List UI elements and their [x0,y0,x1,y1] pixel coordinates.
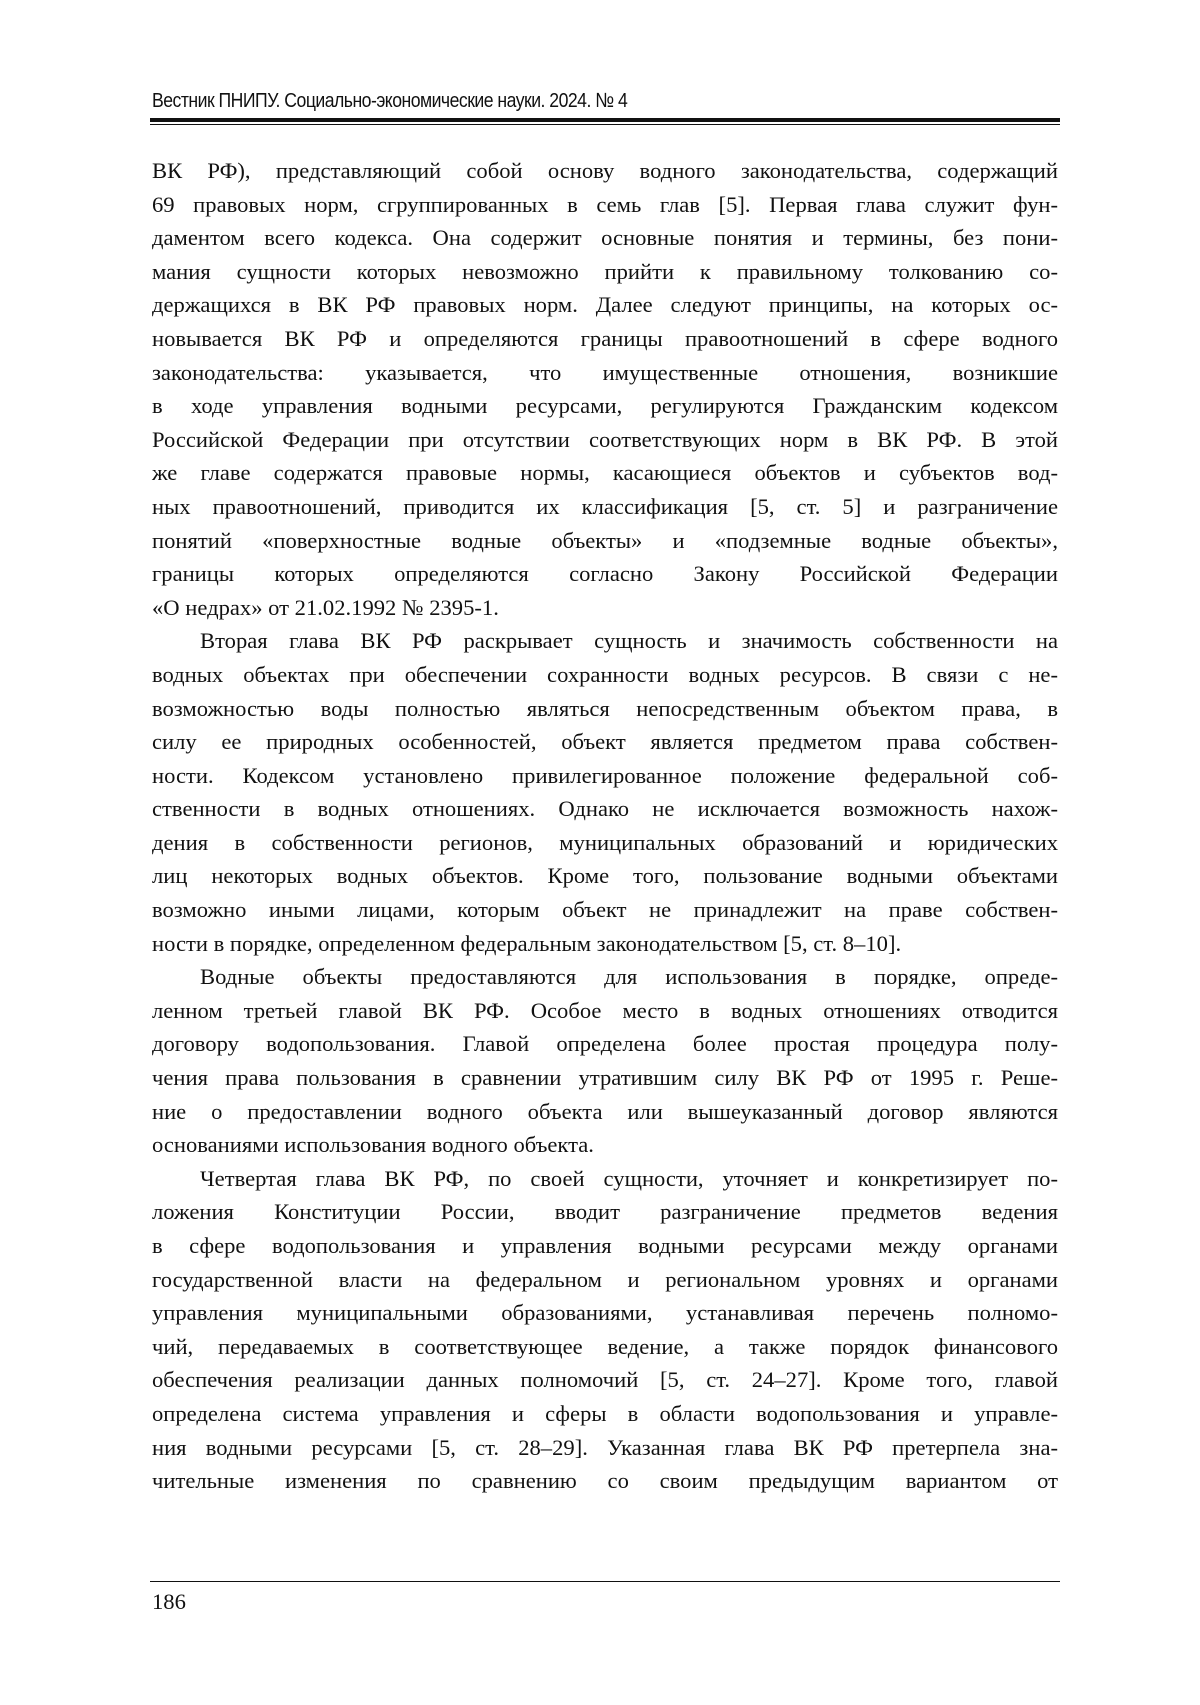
text-line: ственности в водных отношениях. Однако не исключается возможность нахож- [152,796,1058,822]
text-line: чий, передаваемых в соответствующее ведение, а также порядок финансового [152,1333,1058,1359]
text-line: понятий «поверхностные водные объекты» и «подземные водные объекты», [152,527,1058,553]
text-line: ности. Кодексом установлено привилегированное положение федеральной соб- [152,762,1058,788]
paragraph-4 [152,1162,1058,1498]
text-line: мания сущности которых невозможно прийти к правильному толкованию со- [152,258,1058,284]
text-line: основаниями использования водного объекта. [152,1132,594,1158]
text-line: Водные объекты предоставляются для использования в порядке, опреде- [200,964,1058,990]
text-line: новывается ВК РФ и определяются границы правоотношений в сфере водного [152,325,1058,351]
header-rule-thick [150,118,1060,122]
text-line: ности в порядке, определенном федеральным законодательством [5, ст. 8–10]. [152,930,902,956]
text-line: в ходе управления водными ресурсами, регулируются Гражданским кодексом [152,393,1058,419]
text-line: государственной власти на федеральном и региональном уровнях и органами [152,1266,1058,1292]
text-line: ния водными ресурсами [5, ст. 28–29]. Указанная глава ВК РФ претерпела зна- [152,1434,1058,1460]
header-rule-thin [150,124,1060,125]
text-line: законодательства: указывается, что имущественные отношения, возникшие [152,359,1058,385]
text-line: водных объектах при обеспечении сохранности водных ресурсов. В связи с не- [152,661,1058,687]
text-line: возможно иными лицами, которым объект не принадлежит на праве собствен- [152,897,1058,923]
body-text [152,154,1058,1498]
text-line: ние о предоставлении водного объекта или вышеуказанный договор являются [152,1098,1058,1124]
paragraph-2 [152,624,1058,960]
text-line: обеспечения реализации данных полномочий [5, ст. 24–27]. Кроме того, главой [152,1367,1058,1393]
text-line: силу ее природных особенностей, объект является предметом права собствен- [152,729,1058,755]
text-line: определена система управления и сферы в области водопользования и управле- [152,1400,1058,1426]
text-line: договору водопользования. Главой определена более простая процедура полу- [152,1031,1058,1057]
footer-rule [150,1581,1060,1582]
text-line: даментом всего кодекса. Она содержит основные понятия и термины, без пони- [152,225,1058,251]
page-number: 186 [152,1589,186,1614]
text-line: возможностью воды полностью являться непосредственным объектом права, в [152,695,1058,721]
text-line: «О недрах» от 21.02.1992 № 2395-1. [152,594,499,620]
text-line: Вторая глава ВК РФ раскрывает сущность и значимость собственности на [200,628,1058,654]
text-line: держащихся в ВК РФ правовых норм. Далее следуют принципы, на которых ос- [152,292,1058,318]
text-line: дения в собственности регионов, муниципальных образований и юридических [152,829,1058,855]
text-line: ных правоотношений, приводится их классификация [5, ст. 5] и разграничение [152,493,1058,519]
paragraph-3 [152,960,1058,1162]
running-head: Вестник ПНИПУ. Социально-экономические науки. 2024. № 4 [152,89,628,112]
text-line: ложения Конституции России, вводит разграничение предметов ведения [152,1199,1058,1225]
paragraph-1 [152,154,1058,624]
text-line: границы которых определяются согласно Закону Российской Федерации [152,561,1058,587]
text-line: 69 правовых норм, сгруппированных в семь глав [5]. Первая глава служит фун- [152,191,1058,217]
text-line: в сфере водопользования и управления водными ресурсами между органами [152,1233,1058,1258]
text-line: чительные изменения по сравнению со своим предыдущим вариантом от [152,1468,1058,1494]
text-line: лиц некоторых водных объектов. Кроме того, пользование водными объектами [152,863,1058,889]
text-line: ленном третьей главой ВК РФ. Особое место в водных отношениях отводится [152,997,1058,1023]
text-line: чения права пользования в сравнении утратившим силу ВК РФ от 1995 г. Реше- [152,1065,1058,1091]
text-line: управления муниципальными образованиями, устанавливая перечень полномо- [152,1300,1058,1326]
text-line: Российской Федерации при отсутствии соответствующих норм в ВК РФ. В этой [152,426,1058,452]
text-line: ВК РФ), представляющий собой основу водного законодательства, содержащий [152,158,1058,183]
text-line: же главе содержатся правовые нормы, касающиеся объектов и субъектов вод- [152,460,1058,486]
text-line: Четвертая глава ВК РФ, по своей сущности, уточняет и конкретизирует по- [200,1165,1058,1191]
